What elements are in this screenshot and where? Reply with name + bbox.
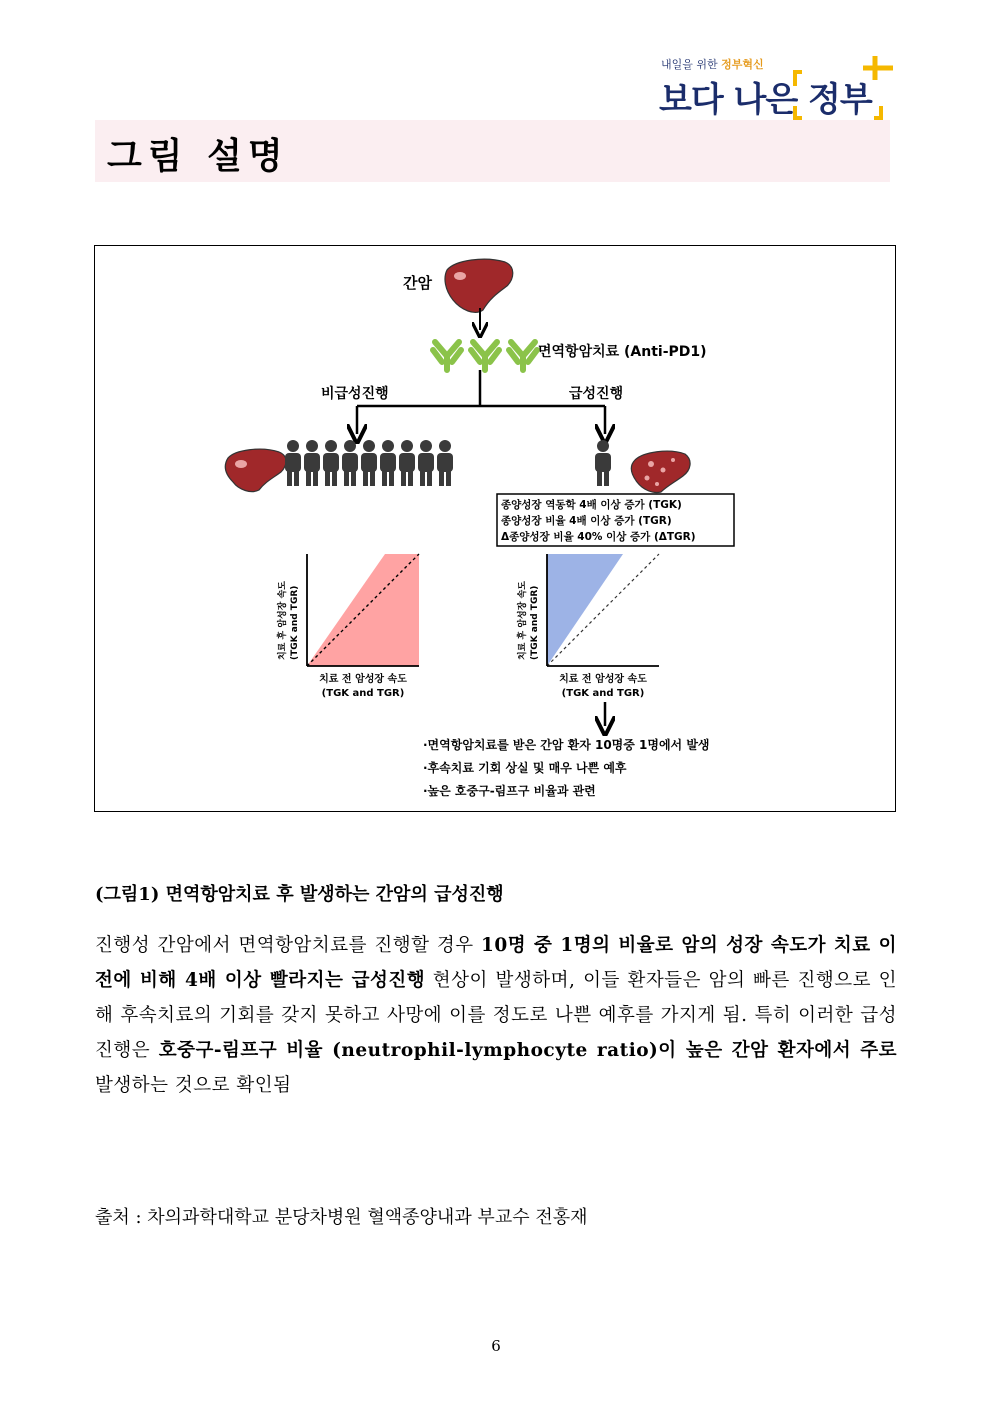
right-ylabel-1: 치료 후 암성장 속도 <box>518 581 528 660</box>
right-xlabel-2: (TGK and TGR) <box>561 688 645 699</box>
liver-icon <box>225 449 286 491</box>
right-xlabel-1: 치료 전 암성장 속도 <box>559 674 647 685</box>
figure-box <box>94 245 896 812</box>
bullet-3: ·높은 호중구-림프구 비율과 관련 <box>423 784 596 798</box>
criteria-1: 종양성장 역동학 4배 이상 증가 (TGK) <box>501 499 682 511</box>
right-branch-label: 급성진행 <box>569 386 624 402</box>
bullet-2: ·후속치료 기회 상실 및 매우 나쁜 예후 <box>423 761 627 775</box>
bullet-1: ·면역항암치료를 받은 간암 환자 10명중 1명에서 발생 <box>423 738 710 752</box>
left-ylabel-1: 치료 후 암성장 속도 <box>278 581 288 660</box>
right-ylabel-2: (TGK and TGR) <box>530 585 540 660</box>
left-ylabel-2: (TGK and TGR) <box>290 585 300 660</box>
logo-tagline: 내일을 위한 정부혁신 <box>661 58 764 71</box>
left-xlabel-2: (TGK and TGR) <box>321 688 405 699</box>
criteria-3: Δ종양성장 비율 40% 이상 증가 (ΔTGR) <box>501 531 696 543</box>
right-chart <box>516 554 659 699</box>
description-paragraph: 진행성 간암에서 면역항암치료를 진행할 경우 10명 중 1명의 비율로 암의 성장 속도가 치료 이전에 비해 4배 이상 빨라지는 급성진행 현상이 발생하며, 이들 환자들은 암의 빠른 진행으로 인해 후속치료의 기회를 갖지 못하고 사망에 이를 정도로 나쁜 예후를 가지게 됨. 특히 이러한 급성진행은 호중구-림프구 비율 (neutrophil-lymphocyte ratio)이 높은 간암 환자에서 주로 발생하는 것으로 확인됨 <box>95 935 898 1096</box>
criteria-2: 종양성장 비율 4배 이상 증가 (TGR) <box>501 515 672 527</box>
patient-icon <box>595 440 611 486</box>
liver-tumor-icon <box>631 451 690 492</box>
gov-innovation-logo <box>655 50 905 125</box>
left-xlabel-1: 치료 전 암성장 속도 <box>319 674 407 685</box>
liver-icon <box>445 259 513 312</box>
patient-group-icon <box>285 440 453 486</box>
page-number: 6 <box>491 1337 501 1355</box>
antibody-icon <box>433 342 537 370</box>
left-branch-label: 비급성진행 <box>321 386 389 402</box>
top-label: 간암 <box>403 274 432 292</box>
figure-caption: (그림1) 면역항암치료 후 발생하는 간암의 급성진행 <box>95 884 504 905</box>
source-credit: 출처 : 차의과학대학교 분당차병원 혈액종양내과 부교수 전홍재 <box>95 1207 588 1228</box>
page-title: 그림 설명 <box>107 136 289 177</box>
left-chart <box>276 554 419 699</box>
logo-name: 보다 나은 정부 <box>659 80 872 120</box>
title-bar <box>95 120 890 182</box>
figure-diagram <box>95 246 897 813</box>
treatment-label: 면역항암치료 (Anti-PD1) <box>538 344 707 360</box>
